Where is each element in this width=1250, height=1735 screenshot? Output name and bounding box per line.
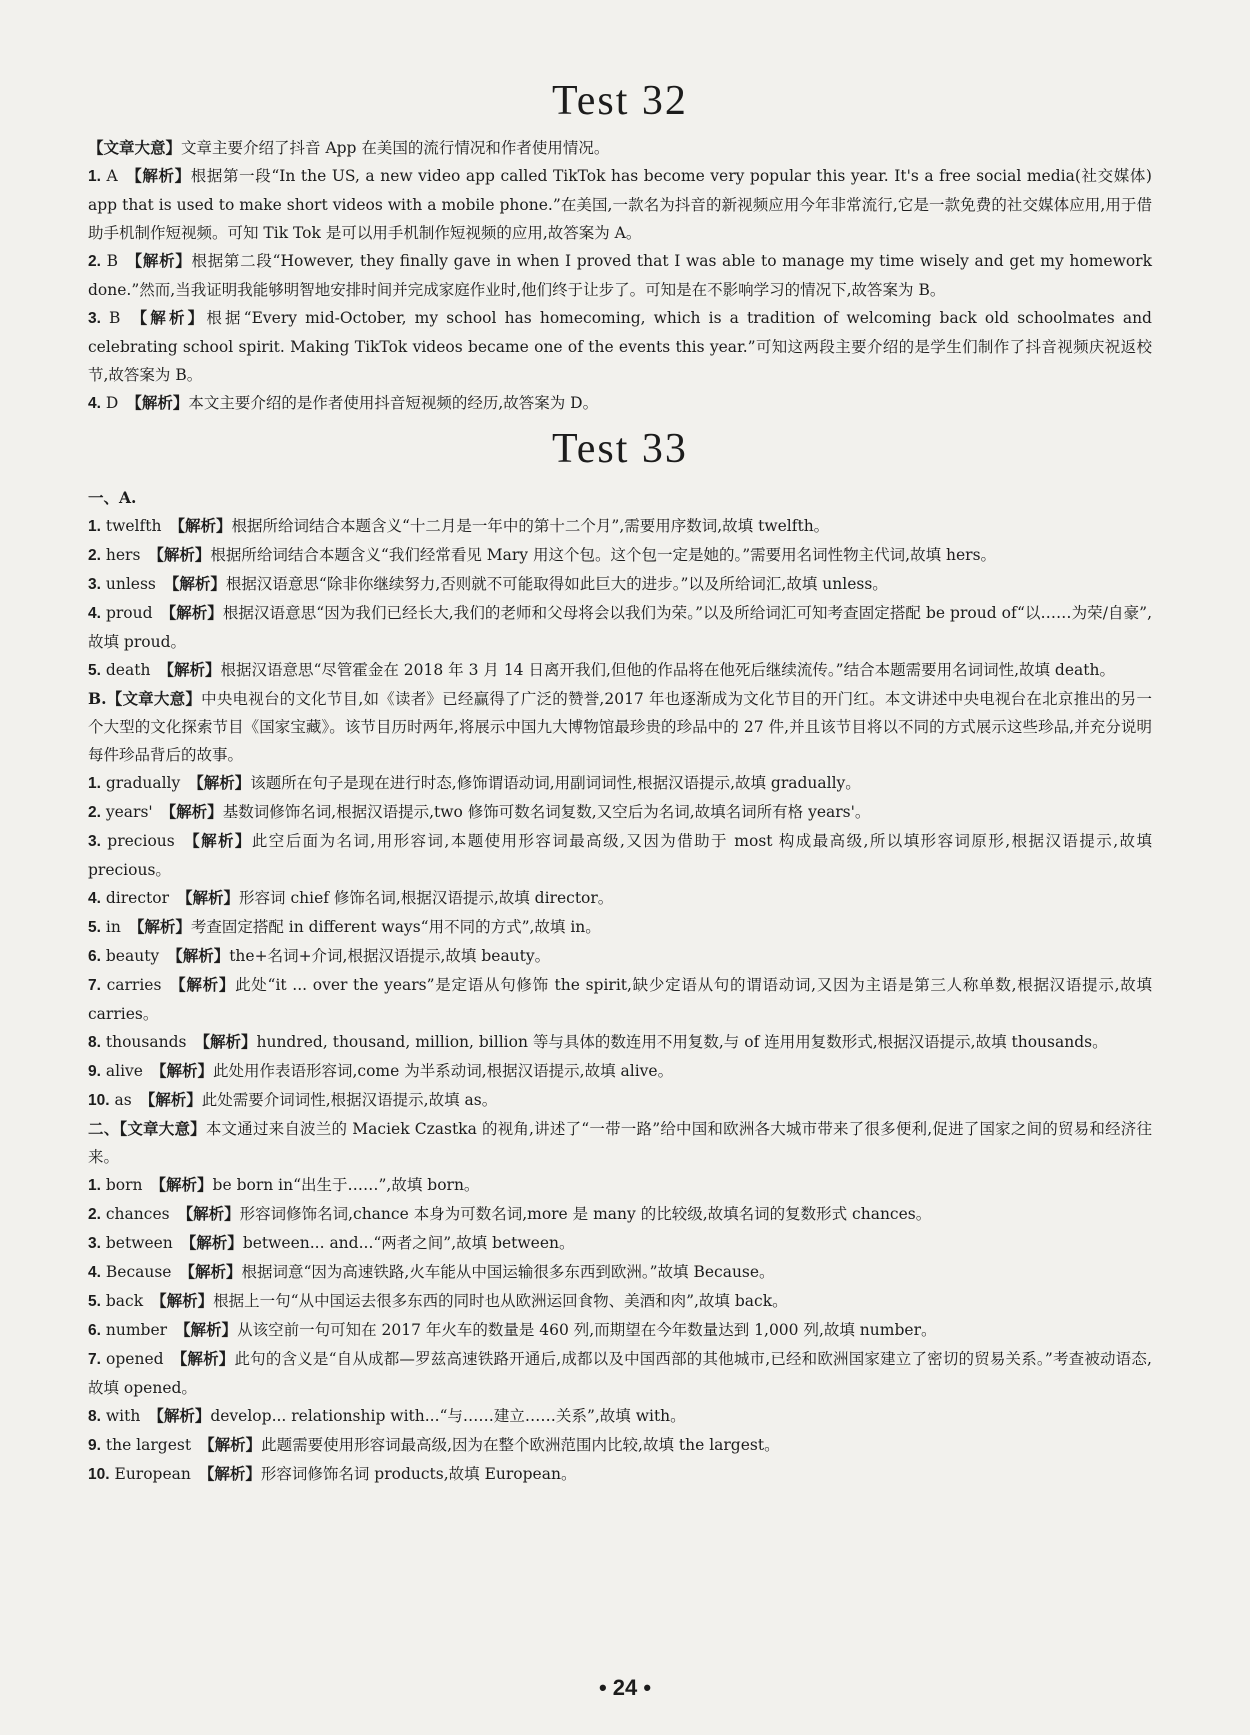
answer-item xyxy=(88,541,1152,570)
section-1-a-label xyxy=(88,484,1152,512)
item-tag: 【解析】 xyxy=(148,545,211,564)
item-explanation: 此题需要使用形容词最高级,因为在整个欧洲范围内比较,故填 the largest。 xyxy=(261,1436,780,1454)
item-tag: 【解析】 xyxy=(150,1061,213,1080)
item-tag: 【解析】 xyxy=(188,773,251,792)
item-explanation: 根据上一句“从中国运去很多东西的同时也从欧洲运回食物、美酒和肉”,故填 back。 xyxy=(213,1292,788,1310)
item-number: 5. xyxy=(88,919,101,936)
item-number: 1. xyxy=(88,775,101,792)
answer-item xyxy=(88,884,1152,913)
answer-item xyxy=(88,656,1152,685)
test-33-title: Test 33 xyxy=(552,426,688,472)
item-answer: B xyxy=(109,309,121,327)
item-answer: beauty xyxy=(105,947,160,965)
answer-item xyxy=(88,389,1152,418)
item-explanation: 根据词意“因为高速铁路,火车能从中国运输很多东西到欧洲。”故填 Because。 xyxy=(241,1263,775,1281)
item-answer: thousands xyxy=(105,1033,187,1051)
item-number: 10. xyxy=(88,1466,110,1483)
item-explanation: 本文主要介绍的是作者使用抖音短视频的经历,故答案为 D。 xyxy=(188,394,599,412)
part-b-summary xyxy=(88,685,1152,769)
answer-item xyxy=(88,162,1152,247)
item-tag: 【解析】 xyxy=(182,831,252,850)
answer-item xyxy=(88,1345,1152,1402)
item-answer: opened xyxy=(106,1350,164,1368)
item-explanation: the+名词+介词,根据汉语提示,故填 beauty。 xyxy=(229,947,551,965)
answer-item xyxy=(88,599,1152,656)
item-answer: the largest xyxy=(105,1436,192,1454)
summary-text: 本文通过来自波兰的 Maciek Czastka 的视角,讲述了“一带一路”给中国和欧洲各大城市带来了很多便利,促进了国家之间的贸易和经济往来。 xyxy=(88,1120,1152,1166)
item-tag: 【解析】 xyxy=(125,251,192,270)
item-explanation: 此处“it ... over the years”是定语从句修饰 the spirit,缺少定语从句的谓语动词,又因为主语是第三人称单数,根据汉语提示,故填 carries。 xyxy=(88,976,1152,1023)
item-number: 3. xyxy=(88,310,101,327)
answer-item xyxy=(88,971,1152,1028)
answer-item xyxy=(88,1402,1152,1431)
item-answer: B xyxy=(106,252,118,270)
item-tag: 【解析】 xyxy=(163,574,226,593)
item-tag: 【解析】 xyxy=(177,888,240,907)
answer-item xyxy=(88,942,1152,971)
item-tag: 【解析】 xyxy=(148,1406,211,1425)
answer-item xyxy=(88,512,1152,541)
test-33-section-2-items xyxy=(88,1171,1152,1489)
answer-item xyxy=(88,304,1152,389)
item-number: 3. xyxy=(88,1235,101,1252)
item-number: 9. xyxy=(88,1437,101,1454)
item-explanation: 根据汉语意思“因为我们已经长大,我们的老师和父母将会以我们为荣。”以及所给词汇可知考查固定搭配 be proud of“以……为荣/自豪”,故填 proud。 xyxy=(88,604,1152,651)
item-number: 7. xyxy=(88,977,101,994)
section-label: 一、A. xyxy=(88,488,137,507)
item-tag: 【解析】 xyxy=(177,1204,240,1223)
answer-item xyxy=(88,1086,1152,1115)
item-explanation: 根据所给词结合本题含义“我们经常看见 Mary 用这个包。这个包一定是她的。”需要用名词性物主代词,故填 hers。 xyxy=(210,546,997,564)
item-answer: between xyxy=(105,1234,173,1252)
part-b-label: B. xyxy=(88,689,107,708)
answer-item xyxy=(88,1200,1152,1229)
section-2-label: 二、 xyxy=(88,1119,120,1138)
item-explanation: between... and...“两者之间”,故填 between。 xyxy=(242,1234,575,1252)
item-number: 7. xyxy=(88,1351,101,1368)
summary-tag: 【文章大意】 xyxy=(119,1119,206,1138)
item-explanation: 根据汉语意思“尽管霍金在 2018 年 3 月 14 日离开我们,但他的作品将在他死后继续流传。”结合本题需要用名词词性,故填 death。 xyxy=(220,661,1115,679)
test-32-items xyxy=(88,162,1152,418)
item-number: 10. xyxy=(88,1092,110,1109)
item-answer: back xyxy=(105,1292,144,1310)
item-tag: 【解析】 xyxy=(125,166,191,185)
item-explanation: hundred, thousand, million, billion 等与具体的数连用不用复数,与 of 连用用复数形式,根据汉语提示,故填 thousands。 xyxy=(256,1033,1108,1051)
item-tag: 【解析】 xyxy=(158,660,221,679)
item-tag: 【解析】 xyxy=(179,1262,242,1281)
item-answer: hers xyxy=(105,546,141,564)
item-number: 9. xyxy=(88,1063,101,1080)
item-number: 6. xyxy=(88,1322,101,1339)
item-explanation: 形容词 chief 修饰名词,根据汉语提示,故填 director。 xyxy=(239,889,614,907)
section-2-summary xyxy=(88,1115,1152,1171)
item-tag: 【解析】 xyxy=(169,975,236,994)
answer-item xyxy=(88,1431,1152,1460)
answer-item xyxy=(88,1028,1152,1057)
item-number: 5. xyxy=(88,1293,101,1310)
summary-text: 文章主要介绍了抖音 App 在美国的流行情况和作者使用情况。 xyxy=(181,139,610,157)
item-number: 5. xyxy=(88,662,101,679)
item-tag: 【解析】 xyxy=(160,802,223,821)
item-explanation: 该题所在句子是现在进行时态,修饰谓语动词,用副词词性,根据汉语提示,故填 gradually。 xyxy=(250,774,861,792)
item-tag: 【解析】 xyxy=(169,516,232,535)
summary-text: 中央电视台的文化节目,如《读者》已经赢得了广泛的赞誉,2017 年也逐渐成为文化节目的开门红。本文讲述中央电视台在北京推出的另一个大型的文化探索节目《国家宝藏》。该节目历时两年,将展示中国九大博物馆最珍贵的珍品中的 27 件,并且该节目将以不同的方式展示这些珍品,并充分说明每件珍品背后的故事。 xyxy=(88,690,1152,764)
summary-tag: 【文章大意】 xyxy=(106,689,202,708)
answer-item xyxy=(88,1287,1152,1316)
item-number: 3. xyxy=(88,833,101,850)
answer-item xyxy=(88,1057,1152,1086)
answer-item xyxy=(88,798,1152,827)
item-answer: born xyxy=(105,1176,143,1194)
item-tag: 【解析】 xyxy=(139,1090,202,1109)
item-answer: number xyxy=(105,1321,168,1339)
item-explanation: 形容词修饰名词,chance 本身为可数名词,more 是 many 的比较级,故填名词的复数形式 chances。 xyxy=(239,1205,932,1223)
item-number: 8. xyxy=(88,1034,101,1051)
test-32-summary xyxy=(88,134,1152,162)
item-explanation: 此空后面为名词,用形容词,本题使用形容词最高级,又因为借助于 most 构成最高级,所以填形容词原形,根据汉语提示,故填 precious。 xyxy=(88,832,1152,879)
item-tag: 【解析】 xyxy=(126,393,189,412)
item-number: 4. xyxy=(88,605,101,622)
item-answer: proud xyxy=(105,604,153,622)
item-number: 2. xyxy=(88,804,101,821)
item-number: 4. xyxy=(88,395,101,412)
item-tag: 【解析】 xyxy=(160,603,223,622)
answer-item xyxy=(88,913,1152,942)
item-explanation: 根据第二段“However, they finally gave in when I proved that I was able to manage my time wisely and get my homework done.”然而,当我证明我能够明智地安排时间并完成家庭作业时,他们终于让步了。可知是在不影响学习的情况下,故答案为 B。 xyxy=(88,252,1152,299)
item-answer: in xyxy=(105,918,121,936)
item-answer: twelfth xyxy=(105,517,162,535)
item-tag: 【解析】 xyxy=(128,917,191,936)
item-number: 2. xyxy=(88,547,101,564)
item-explanation: 从该空前一句可知在 2017 年火车的数量是 460 列,而期望在今年数量达到 1,000 列,故填 number。 xyxy=(237,1321,937,1339)
item-number: 8. xyxy=(88,1408,101,1425)
item-number: 4. xyxy=(88,1264,101,1281)
item-tag: 【解析】 xyxy=(198,1464,261,1483)
item-tag: 【解析】 xyxy=(180,1233,243,1252)
item-explanation: 根据汉语意思“除非你继续努力,否则就不可能取得如此巨大的进步。”以及所给词汇,故填 unless。 xyxy=(225,575,888,593)
item-answer: years' xyxy=(105,803,153,821)
item-number: 6. xyxy=(88,948,101,965)
answer-item xyxy=(88,1258,1152,1287)
answer-item xyxy=(88,247,1152,304)
item-answer: A xyxy=(106,167,118,185)
item-answer: D xyxy=(105,394,119,412)
item-answer: director xyxy=(105,889,169,907)
item-answer: as xyxy=(114,1091,132,1109)
item-tag: 【解析】 xyxy=(128,308,207,327)
item-answer: chances xyxy=(105,1205,170,1223)
test-33-part-b-items xyxy=(88,769,1152,1115)
item-number: 3. xyxy=(88,576,101,593)
item-answer: Because xyxy=(105,1263,172,1281)
item-answer: carries xyxy=(106,976,162,994)
item-tag: 【解析】 xyxy=(199,1435,262,1454)
page-number: • 24 • xyxy=(598,1675,652,1700)
item-number: 1. xyxy=(88,1177,101,1194)
item-number: 1. xyxy=(88,518,101,535)
item-answer: death xyxy=(105,661,151,679)
item-tag: 【解析】 xyxy=(171,1349,235,1368)
item-explanation: 基数词修饰名词,根据汉语提示,two 修饰可数名词复数,又空后为名词,故填名词所有格 years'。 xyxy=(222,803,871,821)
item-number: 1. xyxy=(88,168,101,185)
item-answer: European xyxy=(114,1465,191,1483)
answer-item xyxy=(88,570,1152,599)
answer-item xyxy=(88,769,1152,798)
item-tag: 【解析】 xyxy=(167,946,230,965)
item-explanation: 考查固定搭配 in different ways“用不同的方式”,故填 in。 xyxy=(190,918,601,936)
item-explanation: 此句的含义是“自从成都—罗兹高速铁路开通后,成都以及中国西部的其他城市,已经和欧洲国家建立了密切的贸易关系。”考查被动语态,故填 opened。 xyxy=(88,1350,1152,1397)
answer-item xyxy=(88,1460,1152,1489)
item-explanation: 根据“Every mid-October, my school has homecoming, which is a tradition of welcoming back old schoolmates and celebrating school spirit. Making TikTok videos became one of the events this year.”可知这两段主要介绍的是学生们制作了抖音视频庆祝返校节,故答案为 B。 xyxy=(88,309,1152,384)
test-33-part-a-items xyxy=(88,512,1152,685)
item-explanation: 此处需要介词词性,根据汉语提示,故填 as。 xyxy=(201,1091,498,1109)
item-tag: 【解析】 xyxy=(150,1175,213,1194)
item-tag: 【解析】 xyxy=(151,1291,214,1310)
test-32-title: Test 32 xyxy=(552,78,688,124)
item-answer: with xyxy=(105,1407,141,1425)
item-explanation: 根据所给词结合本题含义“十二月是一年中的第十二个月”,需要用序数词,故填 twelfth。 xyxy=(231,517,830,535)
item-tag: 【解析】 xyxy=(175,1320,238,1339)
item-explanation: be born in“出生于……”,故填 born。 xyxy=(212,1176,480,1194)
item-number: 4. xyxy=(88,890,101,907)
answer-item xyxy=(88,1316,1152,1345)
item-tag: 【解析】 xyxy=(194,1032,257,1051)
answer-item xyxy=(88,827,1152,884)
item-explanation: 此处用作表语形容词,come 为半系动词,根据汉语提示,故填 alive。 xyxy=(212,1062,674,1080)
answer-item xyxy=(88,1171,1152,1200)
item-number: 2. xyxy=(88,253,101,270)
item-answer: unless xyxy=(105,575,156,593)
item-answer: precious xyxy=(107,832,175,850)
item-answer: gradually xyxy=(105,774,181,792)
answer-item xyxy=(88,1229,1152,1258)
item-answer: alive xyxy=(105,1062,143,1080)
summary-tag: 【文章大意】 xyxy=(88,138,182,157)
item-explanation: 根据第一段“In the US, a new video app called TikTok has become very popular this year. It's a free social media(社交媒体) app that is used to make short videos with a mobile phone.”在美国,一款名为抖音的新视频应用今年非常流行,它是一款免费的社交媒体应用,用于借助手机制作短视频。可知 Tik Tok 是可以用手机制作短视频的应用,故答案为 A。 xyxy=(88,167,1152,242)
item-explanation: 形容词修饰名词 products,故填 European。 xyxy=(260,1465,577,1483)
item-explanation: develop... relationship with...“与……建立……关系”,故填 with。 xyxy=(210,1407,686,1425)
item-number: 2. xyxy=(88,1206,101,1223)
